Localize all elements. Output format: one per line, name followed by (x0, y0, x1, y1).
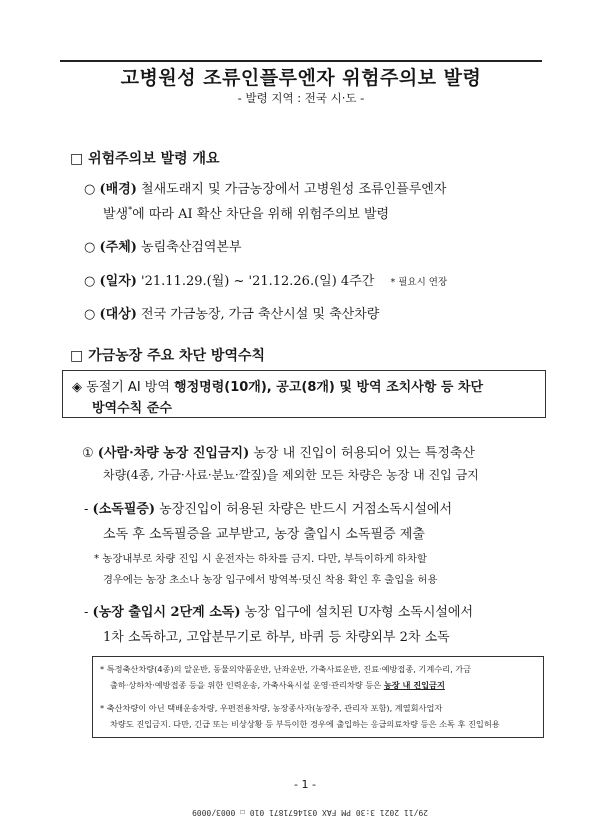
fax-header: 29/11 2021 3:30 PM FAX 0314671871 010 ☐ 0003/0009 (192, 808, 429, 817)
page-subtitle (60, 90, 542, 106)
rule-text: 농장진입이 허용된 차량은 반드시 거점소독시설에서 (155, 502, 453, 517)
section-heading-overview: □ 위험주의보 발령 개요 (70, 151, 220, 167)
notice-text: ◈ 동절기 AI 방역 (72, 380, 175, 395)
section-heading-rules: □ 가금농장 주요 차단 방역수칙 (70, 348, 266, 364)
subtitle-text: - 발령 지역 : 전국 시·도 - (234, 91, 369, 105)
page-number: - 1 - (294, 778, 316, 791)
footnote-1-line-2 (110, 680, 445, 691)
footnote-2-line-1: * 축산차량이 아닌 택배운송차량, 우편전용차량, 농장종사자(농장주, 관리자 포함), 계열회사업자 (100, 703, 443, 713)
item-label: (배경) (99, 182, 137, 197)
rule-item-1-cont: 차량(4종, 가금·사료·분뇨·깔짚)을 제외한 모든 차량은 농장 내 진입 금지 (103, 468, 479, 482)
footnote-text: 출하·상하차·예방접종 등을 위한 인력운송, 가축사육시설 운영·관리차량 등은 (110, 680, 384, 690)
rule-2-note-2: 경우에는 농장 초소나 농장 입구에서 방역복·덧신 착용 확인 후 출입을 허용 (103, 574, 438, 586)
list-item-background-cont: 발생*에 따라 AI 확산 차단을 위해 위험주의보 발령 (103, 205, 390, 222)
footnote-1-line-1: * 특정축산차량(4종)의 알운반, 동물의약품운반, 난좌운반, 가축사료운반, 진료·예방접종, 기계수리, 가금 (100, 664, 472, 674)
rule-item-1 (82, 442, 475, 461)
notice-line-1 (72, 376, 483, 395)
item-text: 농림축산검역본부 (136, 240, 242, 255)
rule-item-3-cont: 1차 소독하고, 고압분무기로 하부, 바퀴 등 차량외부 2차 소독 (103, 630, 450, 645)
rule-text: 농장 내 진입이 허용되어 있는 특정축산 (249, 446, 475, 461)
rule-label: (소독필증) (92, 502, 156, 517)
item-text: 발생 (103, 207, 129, 222)
item-label: (주체) (99, 240, 137, 255)
rule-label: (농장 출입시 2단계 소독) (92, 605, 241, 620)
item-text: 철새도래지 및 가금농장에서 고병원성 조류인플루엔자 (136, 182, 447, 197)
rule-text: 농장 입구에 설치된 U자형 소독시설에서 (240, 605, 474, 620)
item-text: 에 따라 AI 확산 차단을 위해 위험주의보 발령 (132, 207, 390, 222)
dash: - (84, 605, 89, 620)
footnote-emphasis: 농장 내 진입금지 (383, 680, 445, 690)
item-text: '21.11.29.(월) ~ '21.12.26.(일) 4주간 (136, 274, 375, 289)
notice-text-bold: 행정명령(10개), 공고(8개) 및 방역 조치사항 등 차단 (174, 380, 484, 395)
footnote-2-line-2: 차량도 진입금지. 다만, 긴급 또는 비상상황 등 부득이한 경우에 출입하는 응급의료차량 등은 소독 후 진입허용 (110, 719, 500, 729)
bullet: ○ (84, 182, 96, 197)
item-label: (대상) (99, 307, 137, 322)
rule-2-note-1: * 농장내부로 차량 진입 시 운전자는 하차를 금지. 다만, 부득이하게 하차할 (94, 553, 427, 565)
list-item-date (84, 270, 447, 289)
dash: - (84, 502, 89, 517)
rule-label: (사람·차량 농장 진입금지) (97, 446, 250, 461)
rule-number: ① (82, 446, 94, 461)
bullet: ○ (84, 307, 96, 322)
bullet: ○ (84, 240, 96, 255)
item-note: * 필요시 연장 (390, 277, 448, 288)
list-item-target (84, 303, 379, 322)
item-label: (일자) (99, 274, 137, 289)
rule-item-3 (84, 601, 473, 620)
page-title: 고병원성 조류인플루엔자 위험주의보 발령 (120, 67, 482, 89)
rule-item-2 (84, 498, 452, 517)
item-text: 전국 가금농장, 가금 축산시설 및 축산차량 (136, 307, 380, 322)
list-item-background (84, 178, 446, 197)
list-item-host (84, 236, 242, 255)
rule-item-2-cont: 소독 후 소독필증을 교부받고, 농장 출입시 소독필증 제출 (103, 527, 425, 542)
notice-line-2: 방역수칙 준수 (92, 401, 172, 416)
bullet: ○ (84, 274, 96, 289)
